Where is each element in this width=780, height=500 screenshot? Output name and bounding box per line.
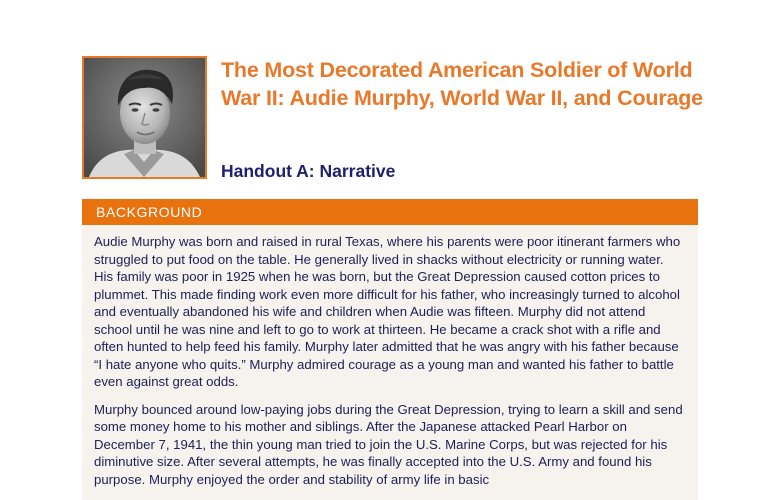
handout-subtitle: Handout A: Narrative [221, 161, 396, 181]
section-heading-background: BACKGROUND [82, 199, 698, 225]
portrait-photo [82, 56, 207, 179]
paragraph-2: Murphy bounced around low-paying jobs during the Great Depression, trying to learn a skill and send some money home to his mother and siblings. After the Japanese attacked Pearl Harbor on December 7, 1941, the thin young man tried to join the U.S. Marine Corps, but was rejected for his diminutive size. After several attempts, he was finally accepted into the U.S. Army and found his purpose. Murphy enjoyed the order and stability of army life in basic [94, 401, 683, 487]
narrative-body [82, 225, 698, 500]
paragraph-1: Audie Murphy was born and raised in rural Texas, where his parents were poor itinerant farmers who struggled to put food on the table. He generally lived in shacks without electricity or running water. His family was poor in 1925 when he was born, but the Great Depression caused cotton prices to plummet. This made finding work even more difficult for his father, who increasingly turned to alcohol and eventually abandoned his wife and children when Audie was fifteen. Murphy did not attend school until he was nine and left to go to work at thirteen. He became a crack shot with a rifle and often hunted to help feed his family. Murphy later admitted that he was angry with his father because “I hate anyone who quits.” Murphy admired courage as a young man and wanted his father to battle even against great odds. [94, 234, 681, 389]
page-title: The Most Decorated American Soldier of World War II: Audie Murphy, World War II, and Courage [221, 58, 703, 110]
portrait-image [84, 58, 205, 177]
